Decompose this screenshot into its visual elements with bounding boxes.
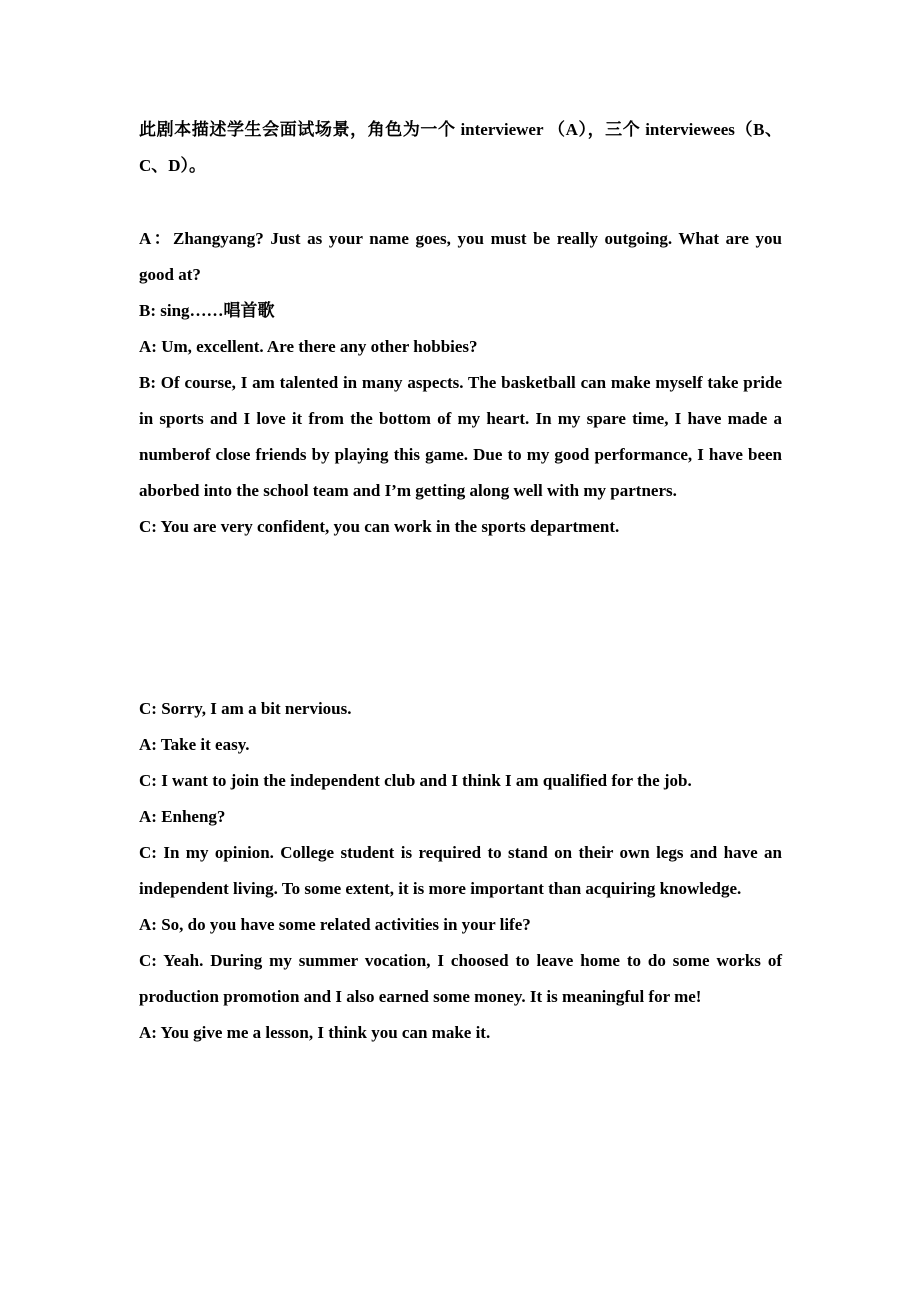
dialogue-line: A: Take it easy.: [139, 735, 250, 754]
dialogue-line: C: I want to join the independent club and I think I am qualified for the job.: [139, 771, 692, 790]
intro-paragraph: 此剧本描述学生会面试场景，角色为一个 interviewer （A），三个 interviewees（B、C、D）。: [139, 120, 782, 175]
dialogue-line: C: In my opinion. College student is required to stand on their own legs and have an independent living. To some extent, it is more important than acquiring knowledge.: [139, 843, 782, 898]
dialogue-section-1: [139, 221, 782, 545]
dialogue-line: C: Sorry, I am a bit nervious.: [139, 699, 352, 718]
dialogue-line: B: Of course, I am talented in many aspects. The basketball can make myself take pride in sports and I love it from the bottom of my heart. In my spare time, I have made a numberof close friends by playing this game. Due to my good performance, I have been aborbed into the school team and I’m getting along well with my partners.: [139, 373, 782, 500]
dialogue-line: C: Yeah. During my summer vocation, I choosed to leave home to do some works of production promotion and I also earned some money. It is meaningful for me!: [139, 951, 782, 1006]
dialogue-line: A: So, do you have some related activities in your life?: [139, 915, 531, 934]
dialogue-line: B: sing……唱首歌: [139, 301, 275, 320]
dialogue-line: A: Enheng?: [139, 807, 226, 826]
dialogue-line: A: Um, excellent. Are there any other hobbies?: [139, 337, 478, 356]
dialogue-line: C: You are very confident, you can work in the sports department.: [139, 517, 620, 536]
dialogue-section-2: [139, 691, 782, 1051]
dialogue-line: A：Zhangyang? Just as your name goes, you must be really outgoing. What are you good at?: [139, 229, 782, 284]
dialogue-line: A: You give me a lesson, I think you can make it.: [139, 1023, 491, 1042]
